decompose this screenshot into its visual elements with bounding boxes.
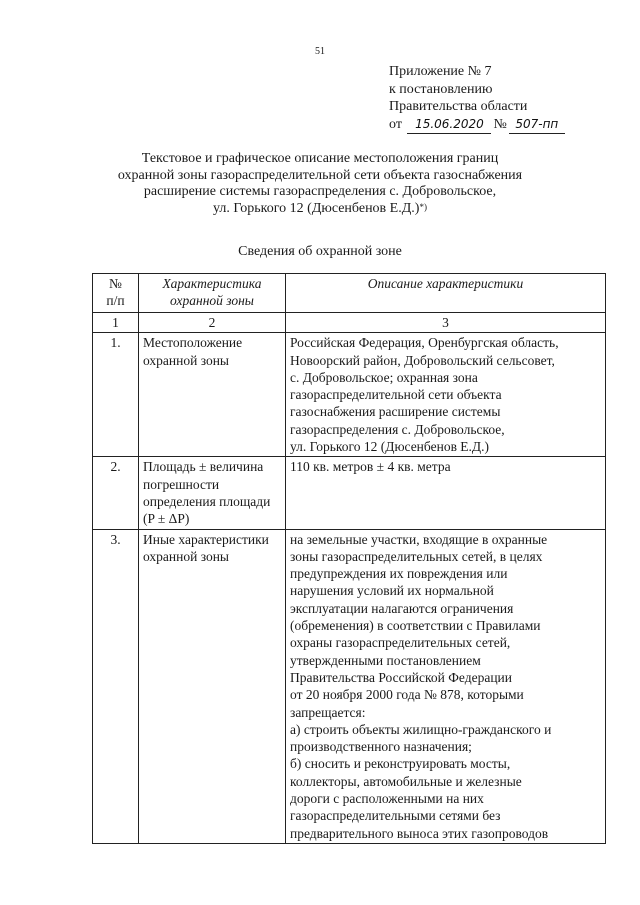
characteristic-line: Иные характеристики <box>143 531 269 547</box>
description-line: Российская Федерация, Оренбургская область, <box>290 335 559 351</box>
description-line: Правительства Российской Федерации <box>290 669 512 685</box>
row-number: 2. <box>93 457 139 529</box>
row-characteristic <box>139 529 286 843</box>
characteristic-line: (P ± ΔP) <box>143 511 190 527</box>
row-number: 3. <box>93 529 139 843</box>
row-characteristic <box>139 333 286 457</box>
description-line: дороги с расположенными на них <box>290 791 484 807</box>
description-line: ул. Горького 12 (Дюсенбенов Е.Д.) <box>290 439 490 455</box>
description-line: утвержденными постановлением <box>290 652 481 668</box>
description-line: газораспределительной сети объекта <box>290 387 502 403</box>
title-line-last <box>50 201 590 218</box>
title-line: ул. Горького 12 (Дюсенбенов Е.Д.) <box>213 200 420 216</box>
description-line: а) строить объекты жилищно-гражданского и <box>290 721 552 737</box>
description-line: охраны газораспределительных сетей, <box>290 635 511 651</box>
column-number-row <box>93 313 606 333</box>
table-row <box>93 333 606 457</box>
description-line: предупреждения их повреждения или <box>290 566 508 582</box>
header-characteristic <box>139 274 286 313</box>
description-line: коллекторы, автомобильные и железные <box>290 773 522 789</box>
appendix-line: Приложение № 7 <box>389 64 492 79</box>
description-line: б) сносить и реконструировать мосты, <box>290 756 511 772</box>
table-body <box>93 333 606 844</box>
header-characteristic-line: охранной зоны <box>170 293 254 309</box>
description-line: на земельные участки, входящие в охранные <box>290 531 548 547</box>
section-subtitle: Сведения об охранной зоне <box>238 244 402 259</box>
row-characteristic <box>139 457 286 529</box>
page-number: 51 <box>315 46 325 57</box>
description-line: от 20 ноября 2000 года № 878, которыми <box>290 687 524 703</box>
handwritten-number: 507-пп <box>509 116 565 135</box>
title-line: охранной зоны газораспределительной сети объекта газоснабжения <box>117 167 523 183</box>
row-description <box>286 333 606 457</box>
row-description <box>286 529 606 843</box>
column-number: 1 <box>93 313 139 333</box>
column-number: 3 <box>286 313 606 333</box>
table-row <box>93 457 606 529</box>
description-line: газораспределения с. Добровольское, <box>290 421 505 437</box>
appendix-block <box>389 63 565 134</box>
title-line: расширение системы газораспределения с. Добровольское, <box>143 184 497 199</box>
table-row <box>93 529 606 843</box>
number-prefix: № <box>493 116 507 132</box>
characteristic-line: охранной зоны <box>143 352 230 368</box>
row-number: 1. <box>93 333 139 457</box>
document-title <box>50 151 590 217</box>
header-num-line: № <box>109 276 122 291</box>
description-line: нарушения условий их нормальной <box>290 583 494 599</box>
characteristic-line: погрешности <box>143 476 220 492</box>
zone-info-table <box>92 273 606 844</box>
description-line: запрещается: <box>290 704 366 720</box>
handwritten-date: 15.06.2020 <box>407 116 491 135</box>
header-characteristic-line: Характеристика <box>162 276 262 291</box>
header-num-line: п/п <box>106 293 125 309</box>
characteristic-line: охранной зоны <box>143 548 230 564</box>
description-line: (обременения) в соответствии с Правилами <box>290 618 541 634</box>
table-header-row <box>93 274 606 313</box>
header-num <box>93 274 139 313</box>
column-number: 2 <box>139 313 286 333</box>
footnote-mark: *) <box>419 201 427 212</box>
characteristic-line: Площадь ± величина <box>143 459 264 475</box>
characteristic-line: Местоположение <box>143 335 243 351</box>
description-line: газоснабжения расширение системы <box>290 404 501 420</box>
header-description: Описание характеристики <box>286 274 606 313</box>
description-line: эксплуатации налагаются ограничения <box>290 600 514 616</box>
description-line: производственного назначения; <box>290 739 472 755</box>
description-line: зоны газораспределительных сетей, в целях <box>290 548 543 564</box>
description-line: Новоорский район, Добровольский сельсовет, <box>290 352 555 368</box>
appendix-line: к постановлению <box>389 81 493 97</box>
appendix-line: Правительства области <box>389 99 528 114</box>
description-line: газораспределительными сетями без <box>290 808 501 824</box>
date-prefix: от <box>389 116 402 132</box>
description-line: с. Добровольское; охранная зона <box>290 369 478 385</box>
row-description <box>286 457 606 529</box>
appendix-date-line <box>389 116 565 135</box>
description-line: 110 кв. метров ± 4 кв. метра <box>290 459 451 475</box>
description-line: предварительного выноса этих газопроводов <box>290 825 549 841</box>
characteristic-line: определения площади <box>143 493 271 509</box>
title-line: Текстовое и графическое описание местоположения границ <box>141 151 499 166</box>
